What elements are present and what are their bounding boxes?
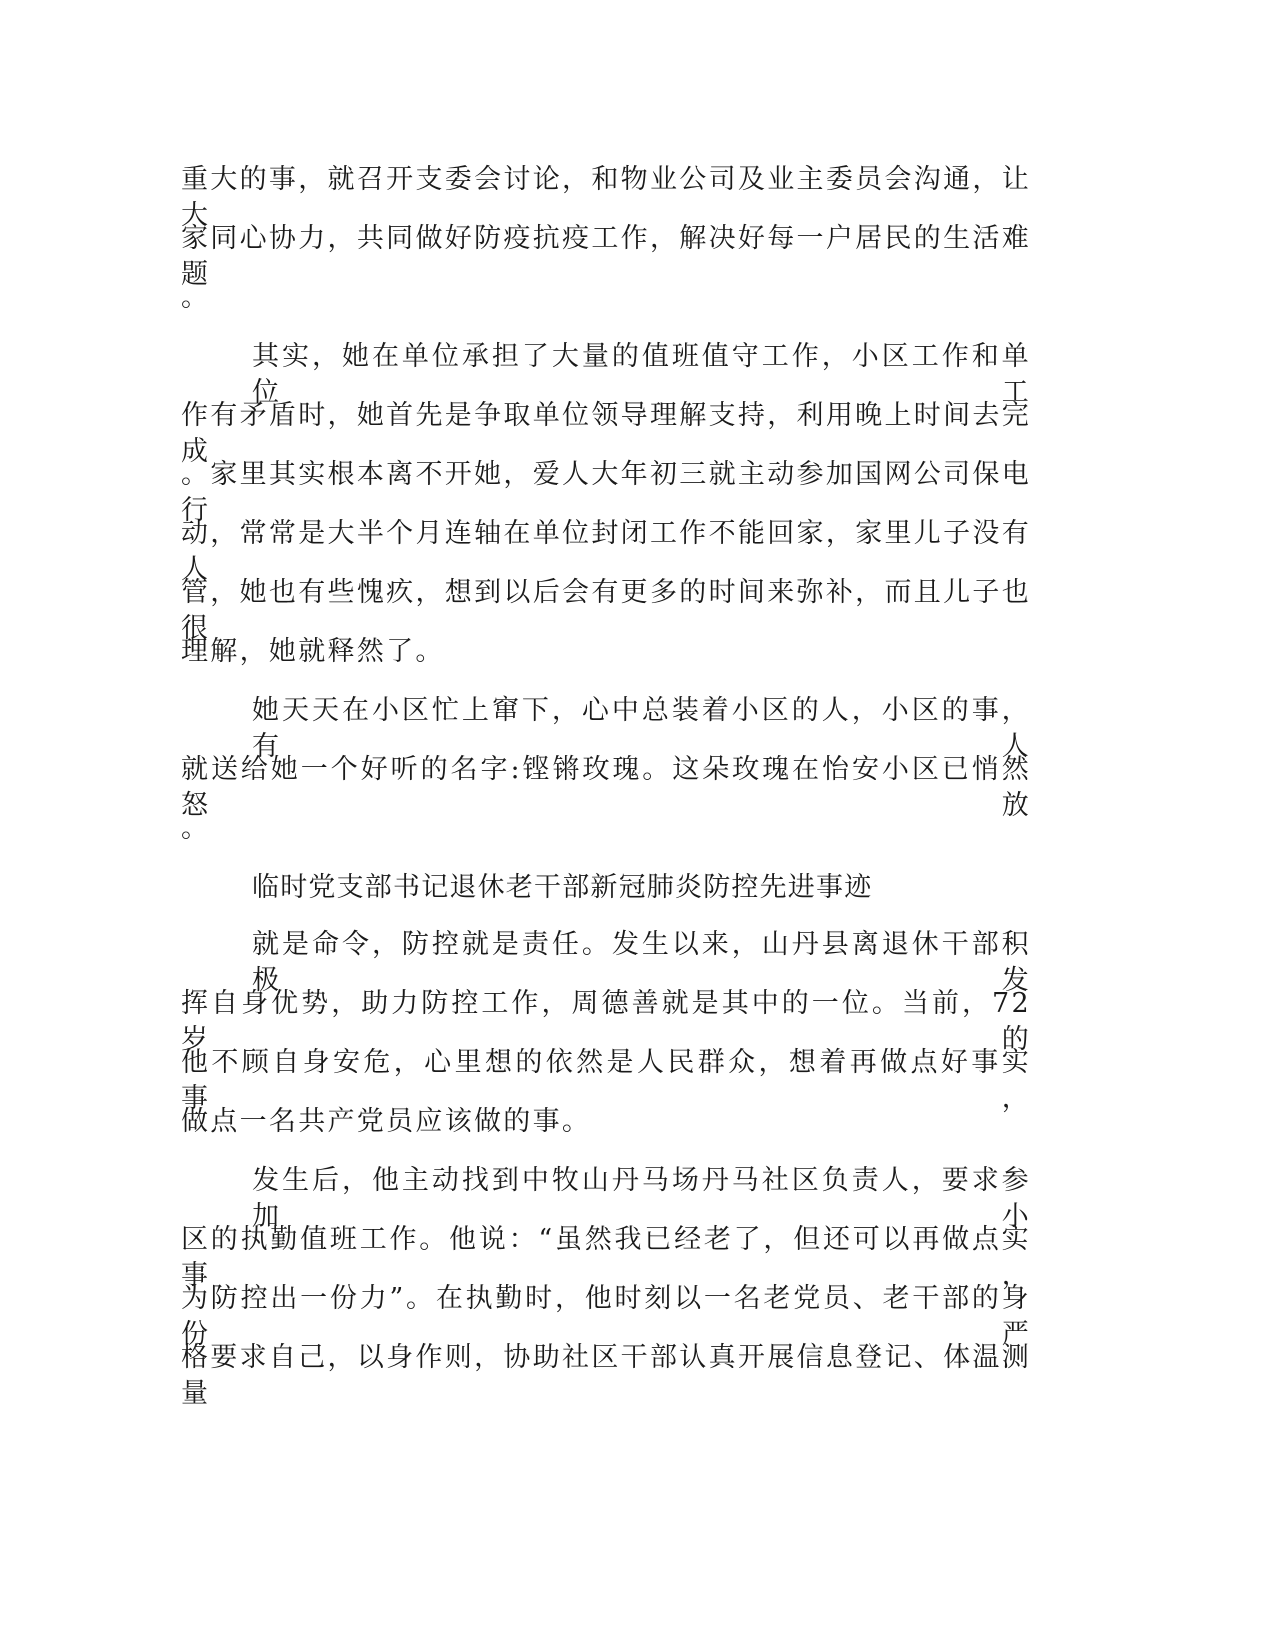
text-line: 作有矛盾时，她首先是争取单位领导理解支持，利用晚上时间去完成: [181, 400, 1031, 467]
text-line: 动，常常是大半个月连轴在单位封闭工作不能回家，家里儿子没有人: [181, 518, 1031, 585]
text-line: 为防控出一份力”。在执勤时，他时刻以一名老党员、老干部的身份严: [181, 1283, 1031, 1350]
text-line: 他不顾自身安危，心里想的依然是人民群众，想着再做点好事实事，: [181, 1047, 1031, 1114]
paragraph-first-line: 其实，她在单位承担了大量的值班值守工作，小区工作和单位工: [252, 341, 1031, 408]
text-line: 格要求自己，以身作则，协助社区干部认真开展信息登记、体温测量: [181, 1342, 1031, 1409]
text-line: 就送给她一个好听的名字:铿锵玫瑰。这朵玫瑰在怡安小区已悄然怒放: [181, 754, 1031, 821]
text-line: 管，她也有些愧疚，想到以后会有更多的时间来弥补，而且儿子也很: [181, 577, 1031, 644]
section-heading: 临时党支部书记退休老干部新冠肺炎防控先进事迹: [252, 872, 873, 903]
paragraph-first-line: 发生后，他主动找到中牧山丹马场丹马社区负责人，要求参加小: [252, 1165, 1031, 1232]
text-line: 重大的事，就召开支委会讨论，和物业公司及业主委员会沟通，让大: [181, 164, 1031, 231]
paragraph-first-line: 她天天在小区忙上窜下，心中总装着小区的人，小区的事，有人: [252, 695, 1031, 762]
text-line: 做点一名共产党员应该做的事。: [181, 1106, 592, 1137]
text-line: 。家里其实根本离不开她，爱人大年初三就主动参加国网公司保电行: [181, 459, 1031, 526]
text-line: 区的执勤值班工作。他说：“虽然我已经老了，但还可以再做点实事，: [181, 1224, 1031, 1291]
text-line: 挥自身优势，助力防控工作，周德善就是其中的一位。当前，72 岁的: [181, 988, 1031, 1055]
text-line: 理解，她就释然了。: [181, 636, 445, 667]
text-line: 。: [181, 813, 208, 844]
paragraph-first-line: 就是命令，防控就是责任。发生以来，山丹县离退休干部积极发: [252, 929, 1031, 996]
text-line: 。: [181, 282, 208, 313]
text-line: 家同心协力，共同做好防疫抗疫工作，解决好每一户居民的生活难题: [181, 223, 1031, 290]
